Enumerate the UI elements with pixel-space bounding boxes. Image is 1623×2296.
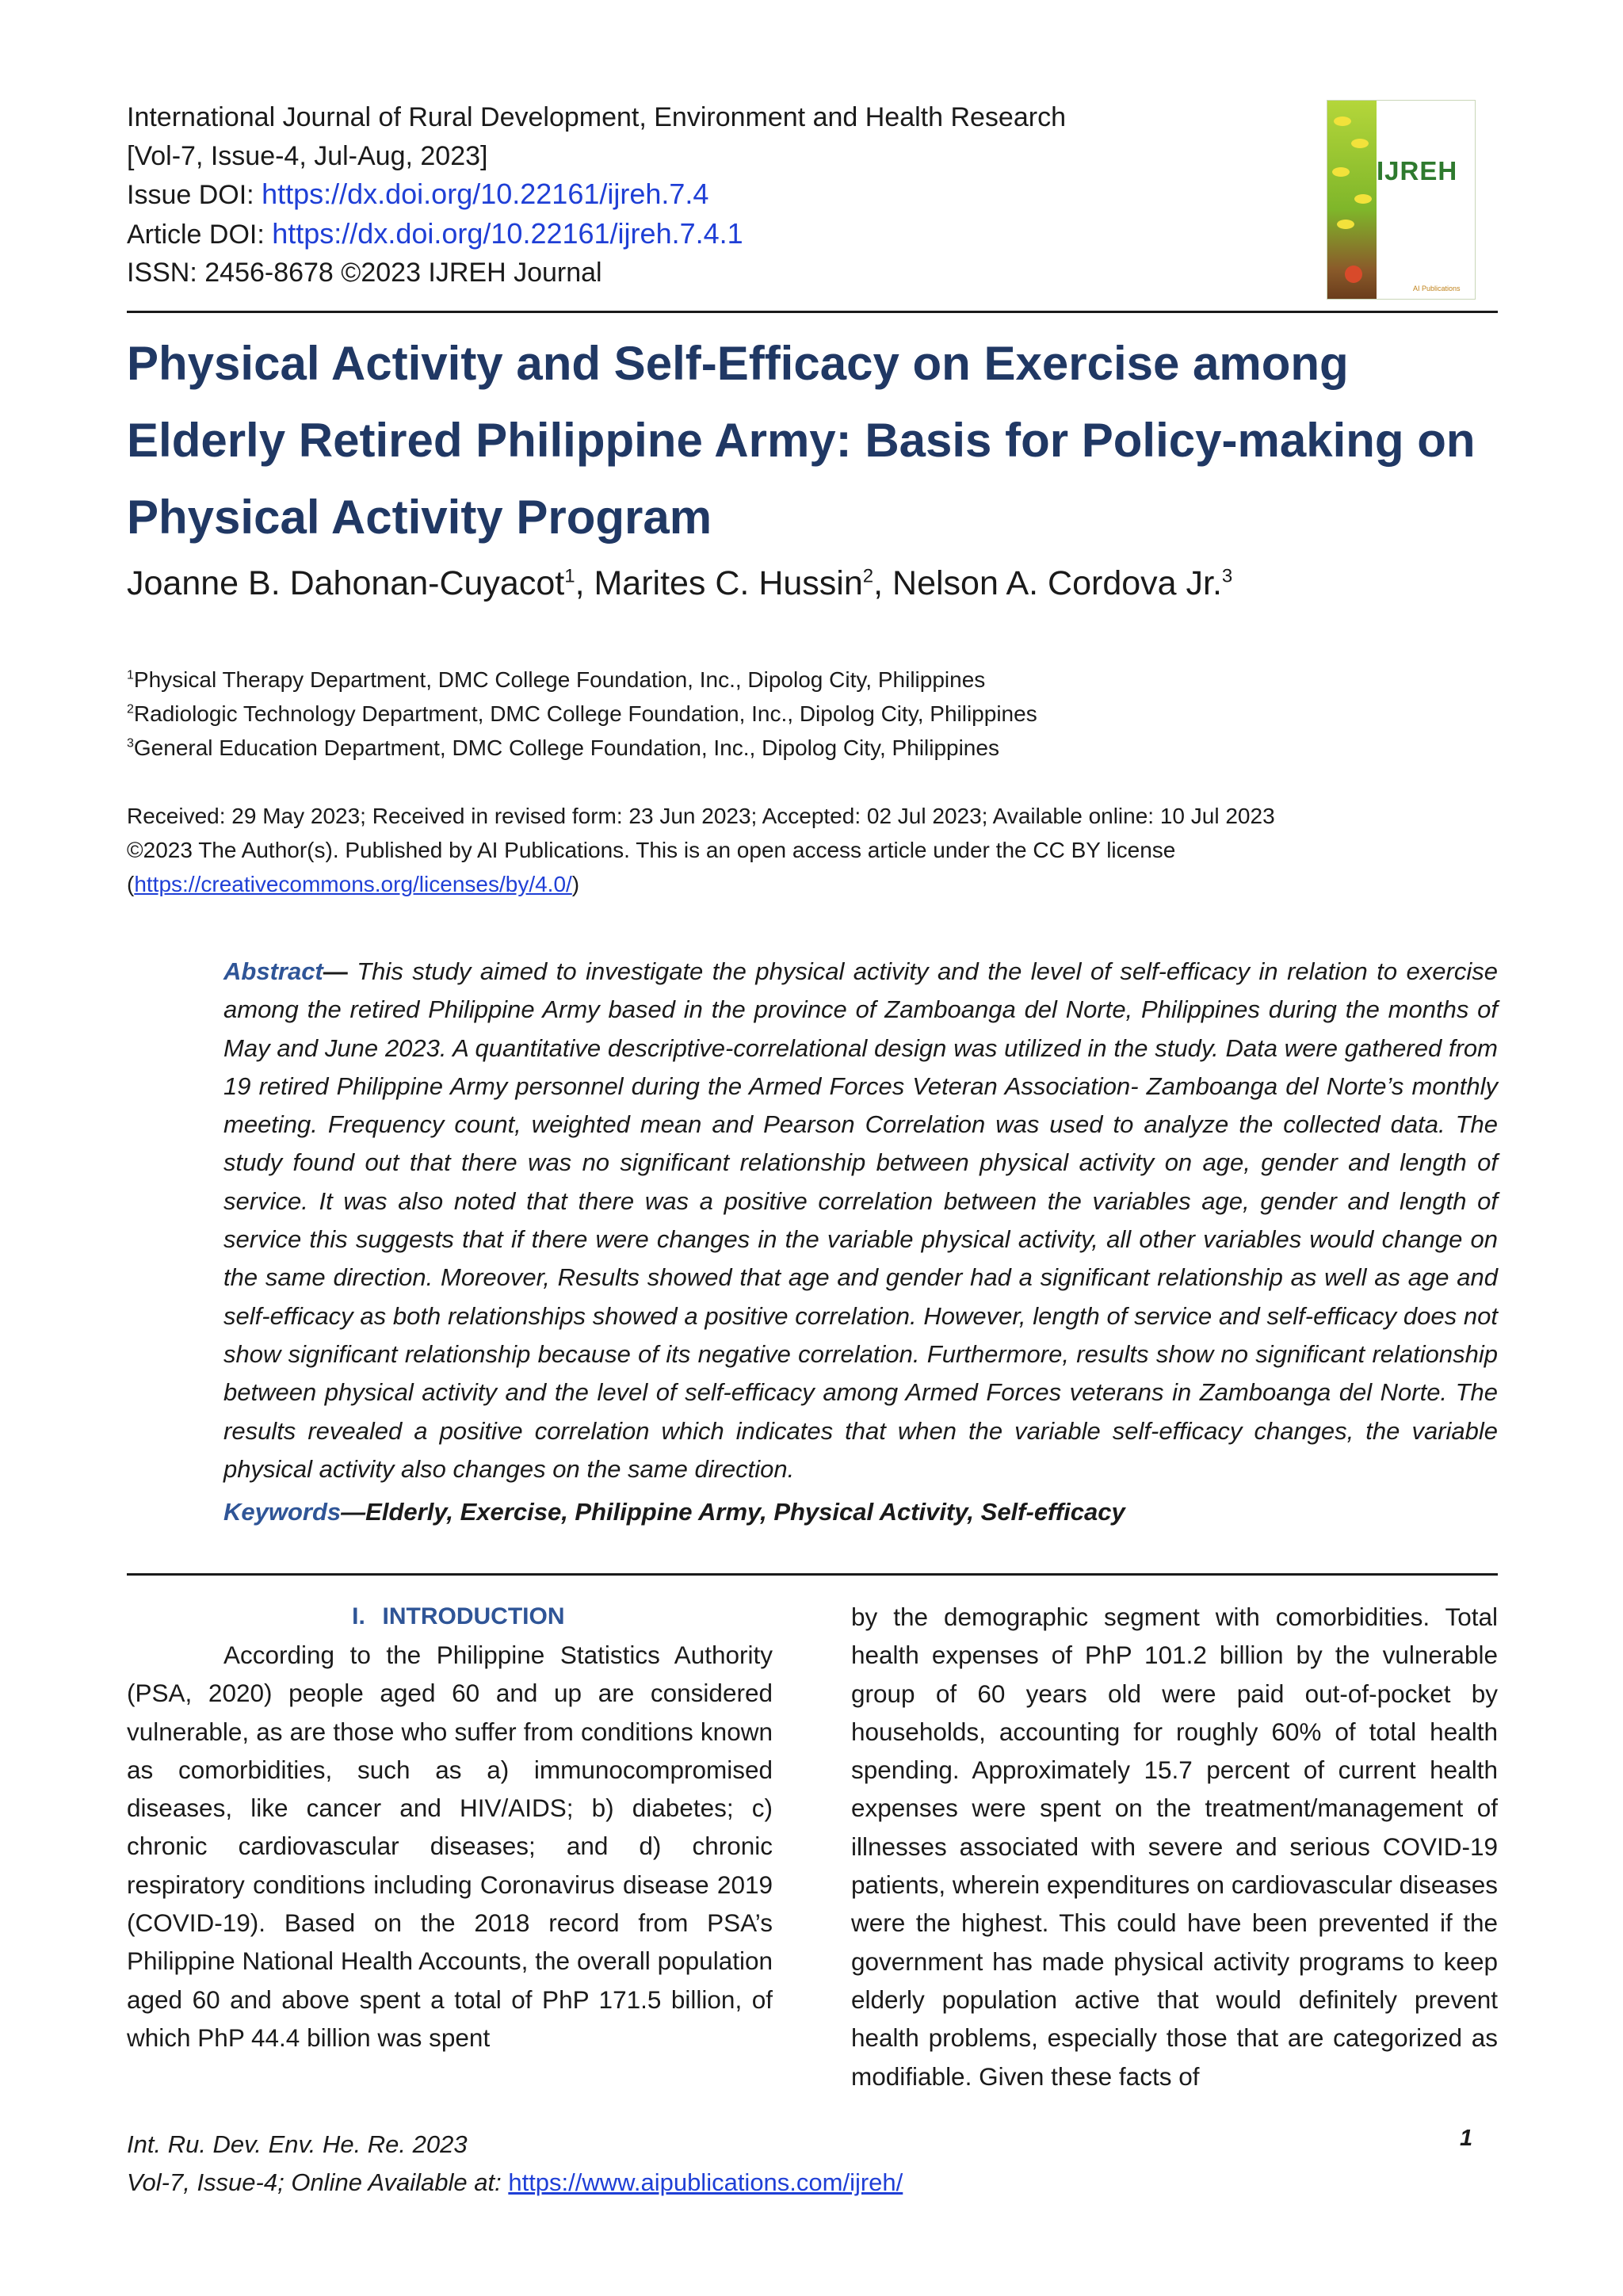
cover-leaf-icon — [1354, 194, 1372, 204]
received-dates: Received: 29 May 2023; Received in revised form: 23 Jun 2023; Accepted: 02 Jul 2023; Available online: 10 Jul 2023 — [127, 804, 1275, 828]
license-link[interactable]: https://creativecommons.org/licenses/by/4.0/ — [134, 872, 572, 896]
keywords-text: —Elderly, Exercise, Philippine Army, Physical Activity, Self-efficacy — [341, 1498, 1125, 1526]
affiliation: $^3$General Education Department, DMC College Foundation, Inc., Dipolog City, Philippines — [127, 735, 999, 760]
journal-name: International Journal of Rural Development, Environment and Health Research — [127, 102, 1066, 132]
section-heading — [127, 1598, 773, 1636]
author-name: Nelson A. Cordova Jr. — [892, 564, 1222, 602]
section-title: INTRODUCTION — [382, 1603, 565, 1629]
page-number: 1 — [1460, 2126, 1473, 2151]
keywords-label: Keywords — [223, 1498, 342, 1526]
volume-info: [Vol-7, Issue-4, Jul-Aug, 2023] — [127, 140, 488, 171]
article-doi-link[interactable]: https://dx.doi.org/10.22161/ijreh.7.4.1 — [272, 216, 743, 250]
cover-publisher: AI Publications — [1413, 285, 1461, 292]
abstract-label: Abstract — [223, 957, 323, 985]
issn: ISSN: 2456-8678 ©2023 IJREH Journal — [127, 258, 602, 288]
affiliation: $^2$Radiologic Technology Department, DMC College Foundation, Inc., Dipolog City, Philippines — [127, 701, 1037, 726]
license-link-line: (https://creativecommons.org/licenses/by/4.0/) — [127, 872, 580, 896]
affiliation: $^1$Physical Therapy Department, DMC College Foundation, Inc., Dipolog City, Philippines — [127, 667, 986, 692]
left-column — [127, 1598, 773, 2057]
cover-leaf-icon — [1351, 139, 1369, 148]
cover-logo: IJREH — [1377, 156, 1458, 185]
journal-url-link[interactable]: https://www.aipublications.com/ijreh/ — [508, 2168, 903, 2196]
affiliations — [127, 663, 1506, 765]
cover-leaf-icon — [1337, 220, 1354, 229]
intro-paragraph-continued: by the demographic segment with comorbidities. Total health expenses of PhP 101.2 billion by the vulnerable group of 60 years old were paid out-of-pocket by households, accounting for roughly 60% of total health spending. Approximately 15.7 percent of current health expenses were spent on the treatment/management of illnesses associated with severe and serious COVID-19 patients, wherein expenditures on cardiovascular diseases were the highest. This could have been prevented if the government has made physical activity programs to keep elderly population active that would definitely prevent health problems, especially those that are categorized as modifiable. Given these facts of — [851, 1603, 1498, 2091]
right-column — [851, 1598, 1498, 2095]
section-number: I. — [352, 1603, 365, 1629]
page-footer — [127, 2126, 1474, 2202]
abstract-text: This study aimed to investigate the physical activity and the level of self-efficacy in relation to exercise among the retired Philippine Army based in the province of Zamboanga del Norte, Philippines during the months of May and June 2023. A quantitative descriptive-correlational design was utilized in the study. Data were gathered from 19 retired Philippine Army personnel during the Armed Forces Veteran Association- Zamboanga del Norte’s monthly meeting. Frequency count, weighted mean and Pearson Correlation was used to analyze the collected data. The study found out that there was no significant relationship between physical activity on age, gender and length of service. It was also noted that there was a positive correlation between the variables age, gender and length of service this suggests that if there were changes in the variable physical activity, all other variables would change on the same direction. Moreover, Results showed that age and gender had a significant relationship as well as age and self-efficacy as both relationships showed a positive correlation. However, length of service and self-efficacy does not show significant relationship because of its negative correlation. Furthermore, results show no significant relationship between physical activity and the level of self-efficacy among Armed Forces veterans in Zamboanga del Norte. The results revealed a positive correlation which indicates that when the variable self-efficacy changes, the variable physical activity also changes on the same direction. — [223, 957, 1498, 1483]
author-list: Joanne B. Dahonan-Cuyacot$^1$, Marites C. Hussin$^2$, Nelson A. Cordova Jr.$^3$ — [127, 564, 1233, 602]
author-affiliation-mark: 2 — [862, 565, 874, 587]
keywords — [223, 1498, 1498, 1526]
header-divider — [127, 311, 1498, 313]
section-divider — [127, 1573, 1498, 1576]
article-doi: Article DOI: https://dx.doi.org/10.22161/ijreh.7.4.1 — [127, 216, 743, 250]
author-affiliation-mark: 3 — [1221, 565, 1233, 587]
journal-abbreviation: Int. Ru. Dev. Env. He. Re. 2023 — [127, 2130, 468, 2158]
cover-leaf-icon — [1332, 167, 1350, 177]
issue-doi-link[interactable]: https://dx.doi.org/10.22161/ijreh.7.4 — [262, 178, 709, 210]
author-affiliation-mark: 1 — [564, 565, 575, 587]
license-statement: ©2023 The Author(s). Published by AI Publications. This is an open access article under the CC BY license — [127, 838, 1176, 862]
author-name: Marites C. Hussin — [594, 564, 863, 602]
journal-cover-image — [1327, 100, 1476, 300]
author-name: Joanne B. Dahonan-Cuyacot — [127, 564, 565, 602]
issue-doi: Issue DOI: https://dx.doi.org/10.22161/ijreh.7.4 — [127, 178, 709, 210]
cover-pot-icon — [1345, 266, 1362, 283]
abstract-dash: — — [323, 957, 357, 985]
article-title: Physical Activity and Self-Efficacy on Exercise among Elderly Retired Philippine Army: Basis for Policy-making on Physical Activity Program — [127, 337, 1476, 544]
journal-header — [127, 98, 1316, 292]
cover-leaf-icon — [1334, 117, 1351, 126]
intro-paragraph: According to the Philippine Statistics Authority (PSA, 2020) people aged 60 and up are considered vulnerable, as are those who suffer from conditions known as comorbidities, such as a) immunocompromised diseases, like cancer and HIV/AIDS; b) diabetes; c) chronic cardiovascular diseases; and d) chronic respiratory conditions including Coronavirus disease 2019 (COVID-19). Based on the 2018 record from PSA’s Philippine National Health Accounts, the overall population aged 60 and above spent a total of PhP 171.5 billion, of which PhP 44.4 billion was spent — [127, 1641, 773, 2052]
abstract — [223, 953, 1498, 1488]
publication-dates — [127, 799, 1506, 901]
availability-line: Vol-7, Issue-4; Online Available at: https://www.aipublications.com/ijreh/ — [127, 2168, 903, 2196]
